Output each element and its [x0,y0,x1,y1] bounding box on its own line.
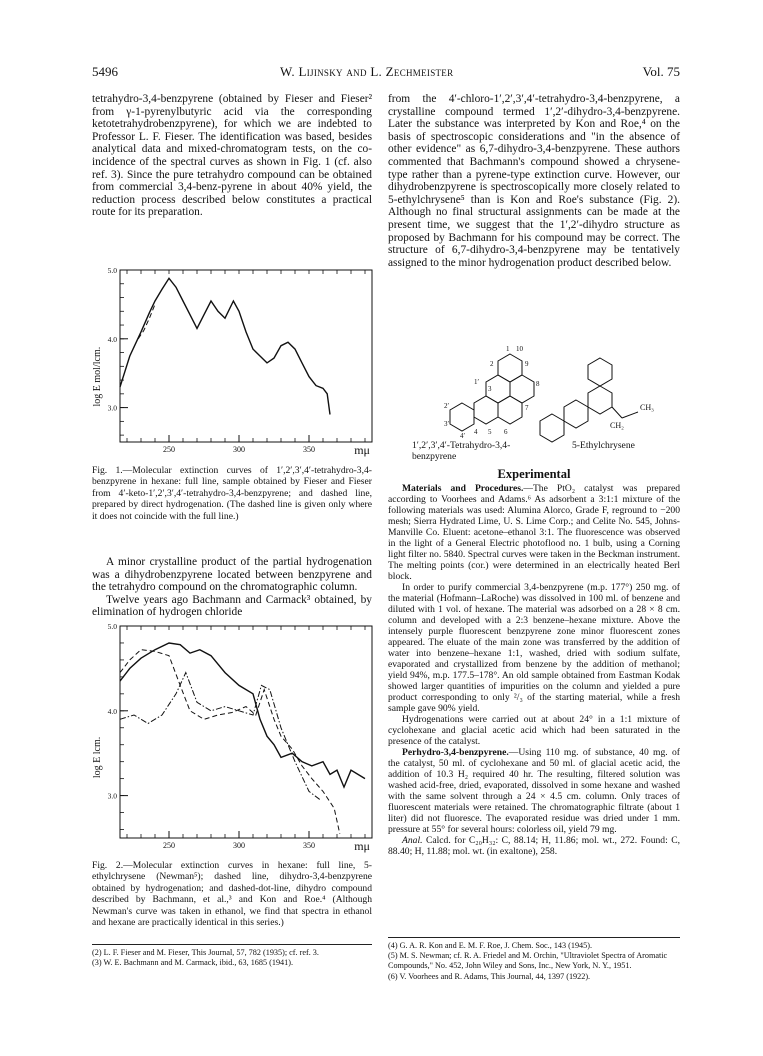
hydrogenation-paragraph: Hydrogenations were carried out at about 24° in a 1:1 mixture of cyclohexane and glacial acetic acid which had been saturated in the presence of the catalyst. [388,714,680,747]
series-line-dashed-dot-line [120,673,320,800]
figure-2-chart [92,618,378,858]
ring-number: 10 [516,345,523,353]
series-line-full-line [120,643,365,787]
materials-text: —The PtO₂ catalyst was prepared according to Voorhees and Adams.⁶ As adsorbent a 3:1:1 mixture of the following materials was used: Alumina Alorco, Grade F, reground to −200 mesh; Sierra Hydrated Lime, U. S. Lime Corp.; and Celite No. 545, Johns-Manville Co. Eluent: acetone–ethanol 3:1. The fluorescence was observed in the light of a General Electric photoflood no. 1 bulb, using a Corning light filter no. 5840. Spectral curves were taken in the Beckman instrument. The melting points (cor.) were determined in an electrically heated Berl block. [388,483,680,582]
figure-1-chart [92,262,378,462]
ring-number: 4′ [460,432,466,440]
ring-a [498,354,522,382]
x-tick-label: 250 [163,445,175,454]
y-tick-label: 5.0 [107,622,117,631]
x-tick-label: 350 [303,445,315,454]
page-number: 5496 [92,64,118,79]
x-axis-label: mμ [354,443,370,457]
chry-ring-3 [564,400,588,428]
ring-c [510,375,534,403]
chry-ring-2 [588,386,612,414]
right-column [388,93,680,269]
structure-1-label: 1′,2′,3′,4′-Tetrahydro-3,4-benzpyrene [412,440,511,462]
perhydro-text: —Using 110 mg. of substance, 40 mg. of the catalyst, 50 ml. of cyclohexane and 50 ml. of glacial acetic acid, the addition of 10.3 H₂ required 40 hr. The resulting, filtered solution was washed acid-free, dried, evaporated, dissolved in some hexane and washed with the same solvent through a 24 × 4.5 cm. column. Only traces of fluorescent materials were retained. The chromatographic filtrate (about 1 liter) did not fluoresce. The evaporated residue was dried under 1 mm. pressure at 55° for several hours: colorless oil, yield 79 mg. [388,747,680,835]
ring-number: 3 [488,385,492,393]
experimental-heading: Experimental [497,467,571,481]
ring-f [450,403,474,431]
ring-number: 8 [536,380,540,388]
footnote-4: (4) G. A. R. Kon and E. M. F. Roe, J. Chem. Soc., 143 (1945). [388,941,593,950]
footnote-2: (2) L. F. Fieser and M. Fieser, This Journal, 57, 782 (1935); cf. ref. 3. [92,948,319,957]
ring-number: 7 [525,404,529,412]
x-tick-label: 300 [233,445,245,454]
materials-paragraph [388,483,680,582]
purify-paragraph: In order to purify commercial 3,4-benzpyrene (m.p. 177°) 250 mg. of the material (Hofmann–LaRoche) was dissolved in 100 ml. of benzene and diluted with 1 vol. of hexane. The material was adsorbed on a 28 × 8 cm. column and developed with a 2:3 benzene–hexane mixture. Above the intensely purple fluorescent benzpyrene zone minor fluorescent zones appeared. The eluate of the main zone was transferred by the addition of water into benzene–hexane 1:1, washed, dried with sodium sulfate, evaporated and crystallized from benzene by the addition of methanol; yield 94%, m.p. 177.5–178°. An old sample obtained from Eastman Kodak showed larger quantities of impurities on the column and yielded a pure product corresponding to only ²/₃ of the starting material, while a fresh sample gave 90% yield. [388,582,680,714]
right-column-experimental [388,466,680,857]
footnote-6: (6) V. Voorhees and R. Adams, This Journal, 44, 1397 (1922). [388,971,591,981]
y-tick-label: 4.0 [107,706,117,716]
perhydro-paragraph [388,747,680,835]
ring-number: 6 [504,428,508,436]
series-line-full-line [120,278,330,414]
x-axis-label: mμ [354,839,370,853]
footnote-rule-left [92,944,372,945]
footnote-3: (3) W. E. Bachmann and M. Carmack, ibid., 63, 1685 (1941). [92,958,294,968]
anal-text: Calcd. for C₂₀H₃₂: C, 88.14; H, 11.86; mol. wt., 272. Found: C, 88.40; H, 11.88; mol. wt. (in exaltone), 258. [388,835,680,857]
plot-frame [120,626,372,838]
x-tick-label: 300 [233,841,245,850]
chry-ring-1 [588,358,612,386]
x-tick-label: 250 [163,841,175,850]
y-tick-label: 4.0 [107,334,117,344]
chry-ring-4 [540,414,564,442]
header-authors: W. Lijinsky and L. Zechmeister [280,64,454,79]
left-para-2: A minor crystalline product of the partial hydrogenation was a dihydrobenzpyrene located between benzpyrene and the tetrahydro compound on the chromatographic column. [92,556,372,594]
left-para-3: Twelve years ago Bachmann and Carmack³ obtained, by elimination of hydrogen chloride [92,593,372,619]
ring-number: 9 [525,360,529,368]
ring-number: 1 [506,345,510,353]
ring-d [474,396,498,424]
anal-title: Anal. [402,835,423,846]
y-axis-label: log E lcm. [92,736,103,779]
ch2-label: CH₂ [610,421,624,430]
ch3-label: CH₃ [640,403,654,412]
anal-paragraph [388,835,680,857]
x-tick-label: 350 [303,841,315,850]
header-volume: Vol. 75 [642,64,680,79]
running-header [92,64,680,80]
ring-number: 2 [490,360,494,368]
ring-number: 1′ [474,378,480,386]
y-tick-label: 3.0 [107,791,117,801]
right-para-1: from the 4′-chloro-1′,2′,3′,4′-tetrahydro-3,4-benzpyrene, a crystalline compound termed 1′,2′-dihydro-3,4-benzpyrene. Later the substance was interpreted by Kon and Roe,⁴ on the basis of spectroscopic considerations and "in the absence of other evidence" as 6,7-dihydro-3,4-benzpyrene. These authors commented that Bachmann's compound showed a chrysene-type rather than a pyrene-type extinction curve. However, our dihydrobenzpyrene is spectroscopically more closely related to 5-ethylchrysene⁵ than is Kon and Roe's substance (Fig. 2). Although no final structural assignments can be made at the present time, we suggest that the 1′,2′-dihydro structure as proposed by Bachmann for his compound may be correct. The structure of 6,7-dihydro-3,4-benzpyrene may be tentatively assigned to the minor hydrogenation product described below. [388,93,680,269]
left-para-1: tetrahydro-3,4-benzpyrene (obtained by Fieser and Fieser² from γ-1-pyrenylbutyric acid via the corresponding ketotetrahydrobenzpyrene), for which we are indebted to Professor L. F. Fieser. The identification was based, besides analytical data and mixed-chromatogram tests, on the co-incidence of the spectral curves as shown in Fig. 1 (cf. also ref. 3). Since the pure tetrahydro compound can be obtained from commercial 3,4-benz-pyrene in about 40% yield, the reduction process described below constitutes a practical route for its preparation. [92,93,372,219]
y-tick-label: 5.0 [107,266,117,275]
left-column [92,93,372,219]
figure-2-caption: Fig. 2.—Molecular extinction curves in hexane: full line, 5-ethylchrysene (Newman⁵); dashed line, dihydro-3,4-benzpyrene obtained by hydrogenation; and dashed-dot-line, dihydro compound described by Bachmann, et al.,³ and Kon and Roe.⁴ (Although Newman's curve was taken in ethanol, we find that spectra in ethanol and hexane are practically identical in this series.) [92,860,372,929]
ring-e [498,396,522,424]
ring-number: 5 [488,428,492,436]
footnote-rule-right [388,937,680,938]
footnotes-left [92,948,372,968]
y-tick-label: 3.0 [107,403,117,413]
figure-1-caption: Fig. 1.—Molecular extinction curves of 1′,2′,3′,4′-tetrahydro-3,4-benzpyrene in hexane: full line, sample obtained by Fieser and Fieser from 4′-keto-1′,2′,3′,4′-tetrahydro-3,4-benzpyrene; and dashed line, prepared by direct hydrogenation. (The dashed line is given only where it does not coincide with the full line.) [92,465,372,522]
ring-number: 4 [474,428,478,436]
perhydro-title: Perhydro-3,4-benzpyrene. [402,747,509,758]
structure-2-label: 5-Ethylchrysene [572,440,635,451]
footnotes-right [388,941,680,982]
y-axis-label: log E mol/lcm. [92,346,103,407]
left-column-2 [92,556,372,619]
ring-number: 2′ [444,402,450,410]
materials-title: Materials and Procedures. [402,483,524,494]
ring-number: 3′ [444,420,450,428]
footnote-5: (5) M. S. Newman; cf. R. A. Friedel and M. Orchin, "Ultraviolet Spectra of Aromatic Compounds," No. 452, John Wiley and Sons, Inc., New York, N. Y., 1951. [388,951,668,971]
